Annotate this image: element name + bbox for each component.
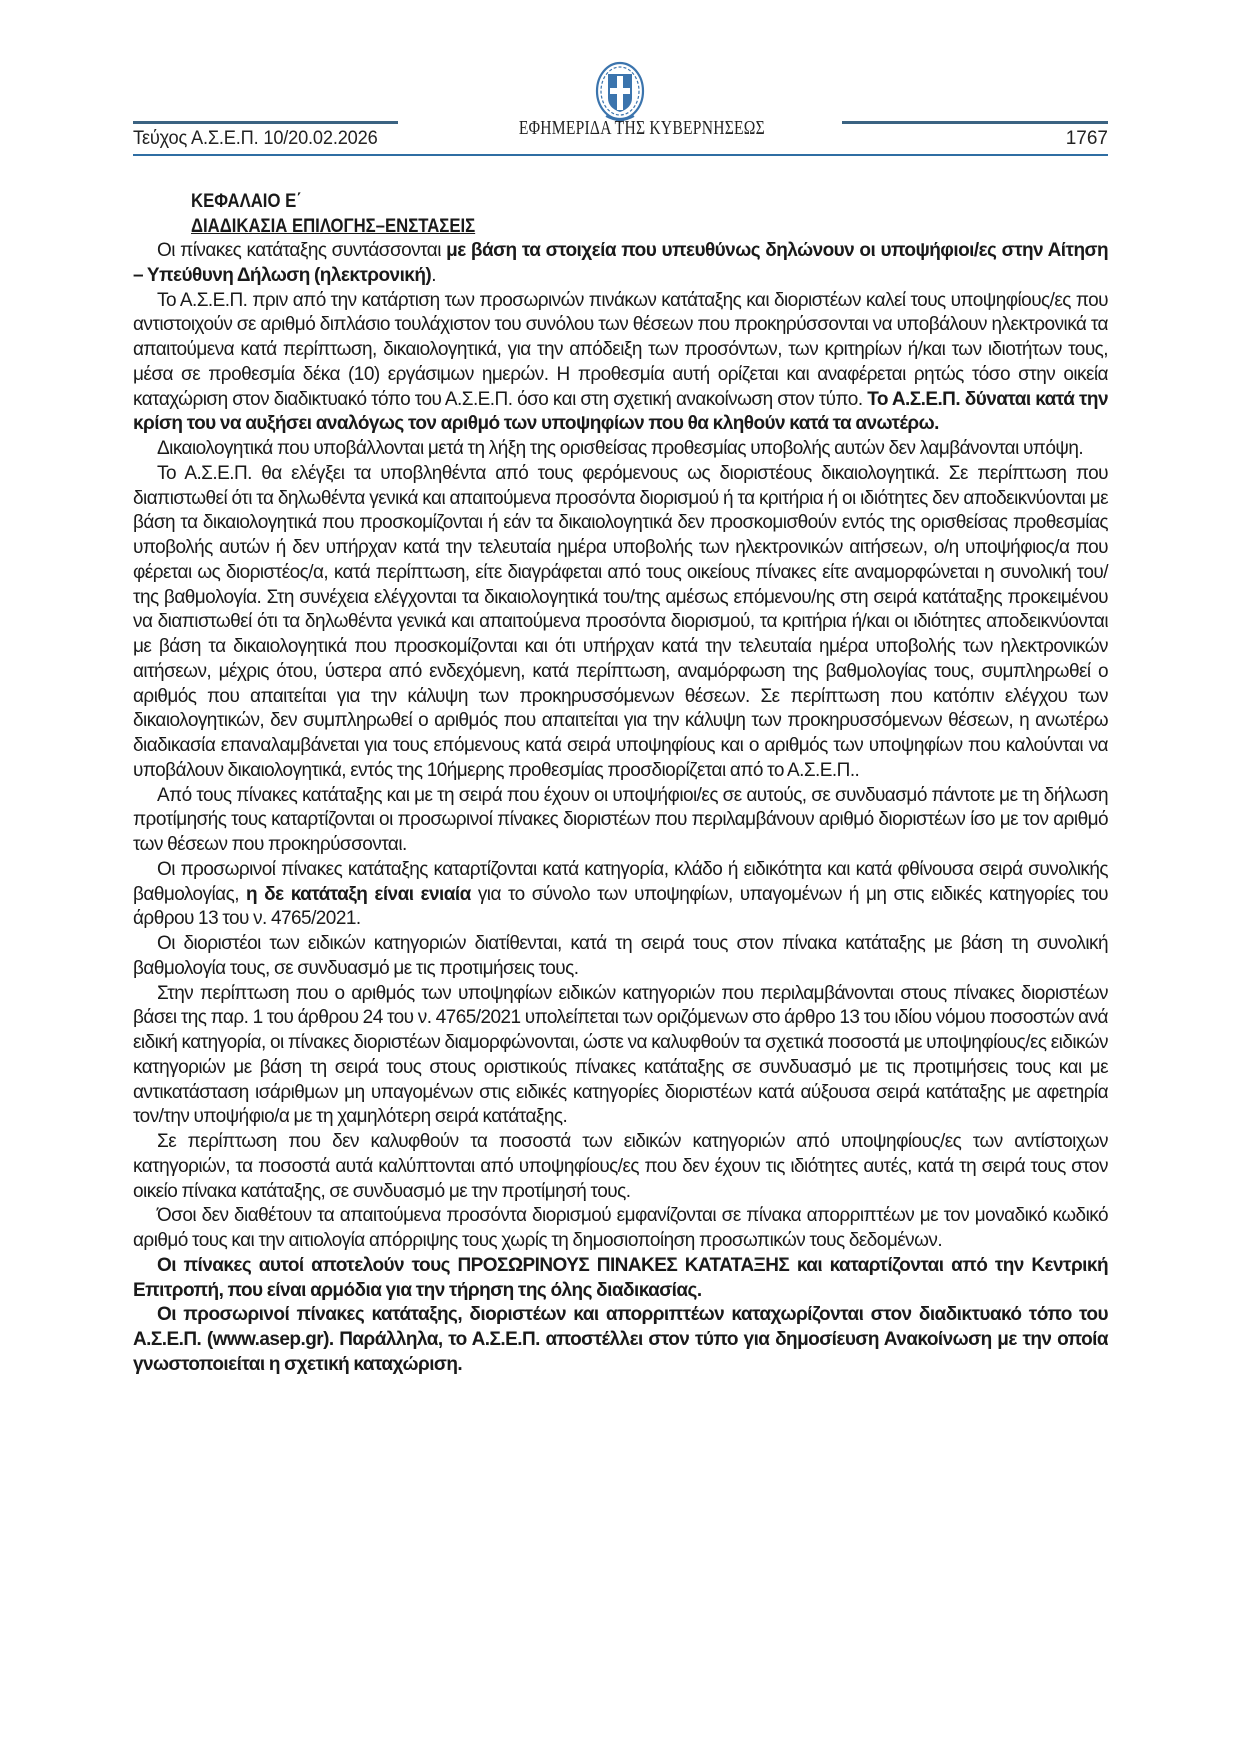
paragraph: [133, 462, 1108, 784]
paragraph-bold-text: Οι πίνακες αυτοί αποτελούν τους ΠΡΟΣΩΡΙΝΟΥΣ ΠΙΝΑΚΕΣ ΚΑΤΑΤΑΞΗΣ και καταρτίζονται από την Κεντρική Επιτροπή, που είναι αρμόδια για την τήρηση της όλης διαδικασίας.: [133, 1254, 1108, 1301]
paragraph-text: Το Α.Σ.Ε.Π. θα ελέγξει τα υποβληθέντα από τους φερόμενους ως διοριστέους δικαιολογητικά. Σε περίπτωση που διαπιστωθεί ότι τα δηλωθέντα γενικά και απαιτούμενα προσόντα διορισμού ή τα κριτήρια ή οι ιδιότητες δεν αποδεικνύονται με βάση τα δικαιολογητικά που προσκομίζονται ή εάν τα δικαιολογητικά δεν προσκομισθούν εντός της ορισθείσας προθεσμίας υποβολής αυτών ή δεν υπήρχαν κατά την τελευταία ημέρα υποβολής των ηλεκτρονικών αιτήσεων, ο/η υποψήφιος/α που φέρεται ως διοριστέος/α, κατά περίπτωση, είτε διαγράφεται από τους οικείους πίνακες είτε αναμορφώνεται η συνολική του/της βαθμολογία. Στη συνέχεια ελέγχονται τα δικαιολογητικά του/της αμέσως επόμενου/ης στη σειρά κατάταξης προκειμένου να διαπιστωθεί ότι τα δηλωθέντα γενικά και απαιτούμενα προσόντα διορισμού, τα κριτήρια ή/και οι ιδιότητες αποδεικνύονται με βάση τα δικαιολογητικά που προσκομίζονται και ότι υπήρχαν κατά την τελευταία ημέρα υποβολής των ηλεκτρονικών αιτήσεων, μέχρις ότου, ύστερα από ενδεχόμενη, κατά περίπτωση, αναμόρφωση της βαθμολογίας τους, συμπληρωθεί ο αριθμός που απαιτείται για την κάλυψη των προκηρυσσόμενων θέσεων. Σε περίπτωση που κατόπιν ελέγχου των δικαιολογητικών, δεν συμπληρωθεί ο αριθμός που απαιτείται για την κάλυψη των προκηρυσσόμενων θέσεων, η ανωτέρω διαδικασία επαναλαμβάνεται για τους επόμενους κατά σειρά υποψηφίους και ο αριθμός των υποψηφίων που καλούνται να υποβάλουν δικαιολογητικά, εντός της 10ήμερης προθεσμίας προσδιορίζεται από το Α.Σ.Ε.Π..: [133, 462, 1108, 781]
paragraph-bold-text: με βάση τα στοιχεία που υπευθύνως δηλώνουν οι υποψήφιοι/ες στην Αίτηση – Υπεύθυνη Δήλωση (ηλεκτρονική): [133, 240, 1108, 286]
paragraph-text: Οι προσωρινοί πίνακες κατάταξης καταρτίζονται κατά κατηγορία, κλάδο ή ειδικότητα και κατά φθίνουσα σειρά συνολικής βαθμολογίας,: [133, 858, 1108, 905]
document-body: [133, 189, 1108, 1378]
paragraph-bold-text: Το Α.Σ.Ε.Π. δύναται κατά την κρίση του να αυξήσει αναλόγως τον αριθμό των υποψηφίων που θα κληθούν κατά τα ανωτέρω.: [133, 388, 1108, 435]
paragraph: [133, 858, 1108, 932]
chapter-title: ΔΙΑΔΙΚΑΣΙΑ ΕΠΙΛΟΓΗΣ–ΕΝΣΤΑΣΕΙΣ: [191, 216, 476, 237]
issue-label: Τεύχος Α.Σ.Ε.Π. 10/20.02.2026: [133, 128, 378, 149]
paragraph-text: Δικαιολογητικά που υποβάλλονται μετά τη λήξη της ορισθείσας προθεσμίας υποβολής αυτών δεν λαμβάνονται υπόψη.: [157, 438, 1084, 459]
paragraph: [133, 1303, 1108, 1377]
paragraph-bold-text: η δε κατάταξη είναι ενιαία: [246, 883, 471, 905]
paragraph: [133, 1130, 1108, 1204]
paragraph-text: Οι πίνακες κατάταξης συντάσσονται: [157, 240, 447, 261]
paragraph: [133, 982, 1108, 1131]
paragraph-text: Στην περίπτωση που ο αριθμός των υποψηφίων ειδικών κατηγοριών που περιλαμβάνονται στους πίνακες διοριστέων βάσει της παρ. 1 του άρθρου 24 του ν. 4765/2021 υπολείπεται των οριζόμενων στο άρθρο 13 του ιδίου νόμου ποσοστών ανά ειδική κατηγορία, οι πίνακες διοριστέων διαμορφώνονται, ώστε να καλυφθούν τα σχετικά ποσοστά με υποψηφίους/ες ειδικών κατηγοριών με βάση τη σειρά τους στους οριστικούς πίνακες κατάταξης σε συνδυασμό με τις προτιμήσεις τους και με αντικατάσταση ισάριθμων μη υπαγομένων στις ειδικές κατηγορίες διοριστέων κατά αύξουσα σειρά κατάταξης με αφετηρία τον/την υποψήφιο/α με τη χαμηλότερη σειρά κατάταξης.: [133, 982, 1108, 1128]
paragraph: [133, 1204, 1108, 1254]
paragraph-text: Οι διοριστέοι των ειδικών κατηγοριών διατίθενται, κατά τη σειρά τους στον πίνακα κατάταξης με βάση τη συνολική βαθμολογία τους, σε συνδυασμό με τις προτιμήσεις τους.: [133, 933, 1108, 979]
paragraph: [133, 239, 1108, 289]
header-rule-left: [133, 121, 398, 124]
paragraph-text: για το σύνολο των υποψηφίων, υπαγομένων ή μη στις ειδικές κατηγορίες του άρθρου 13 του ν. 4765/2021.: [133, 883, 1109, 930]
paragraph: [133, 437, 1108, 462]
paragraph: [133, 289, 1108, 438]
paragraph-text: Το Α.Σ.Ε.Π. πριν από την κατάρτιση των προσωρινών πινάκων κατάταξης και διοριστέων καλεί τους υποψηφίους/ες που αντιστοιχούν σε αριθμό διπλάσιο τουλάχιστον του συνόλου των θέσεων που προκηρύσσονται να υποβάλουν ηλεκτρονικά τα απαιτούμενα κατά περίπτωση, δικαιολογητικά, για την απόδειξη των προσόντων, των κριτηρίων ή/και των ιδιοτήτων τους, μέσα σε προθεσμία δέκα (10) εργάσιμων ημερών. Η προθεσμία αυτή ορίζεται και αναφέρεται ρητώς τόσο στην οικεία καταχώριση στον διαδικτυακό τόπο του Α.Σ.Ε.Π. όσο και στη σχετική ανακοίνωση στον τύπο.: [133, 289, 1108, 410]
paragraph: [133, 932, 1108, 982]
header-rule-bottom: [133, 154, 1108, 156]
gazette-header: [0, 0, 1241, 170]
paragraph: [133, 1254, 1108, 1304]
header-rule-right: [842, 121, 1108, 124]
page-number: 1767: [1065, 128, 1108, 149]
paragraph-text: .: [431, 264, 436, 286]
gazette-title: ΕΦΗΜΕΡΙΔΑ ΤΗΣ ΚΥΒΕΡΝΗΣΕΩΣ: [518, 117, 765, 139]
paragraph-bold-text: Οι προσωρινοί πίνακες κατάταξης, διοριστέων και απορριπτέων καταχωρίζονται στον διαδικτυακό τόπο του Α.Σ.Ε.Π. (www.asep.gr). Παράλληλα, το Α.Σ.Ε.Π. αποστέλλει στον τύπο για δημοσίευση Ανακοίνωση με την οποία γνωστοποιείται η σχετική καταχώριση.: [133, 1304, 1108, 1375]
paragraph: [133, 784, 1108, 858]
chapter-number: ΚΕΦΑΛΑΙΟ Ε΄: [191, 191, 302, 212]
paragraph-text: Όσοι δεν διαθέτουν τα απαιτούμενα προσόντα διορισμού εμφανίζονται σε πίνακα απορριπτέων με τον μοναδικό κωδικό αριθμό τους και την αιτιολογία απόρριψης τους χωρίς τη δημοσιοποίηση προσωπικών τους δεδομένων.: [133, 1205, 1108, 1251]
paragraph-text: Σε περίπτωση που δεν καλυφθούν τα ποσοστά των ειδικών κατηγοριών από υποψηφίους/ες των αντίστοιχων κατηγοριών, τα ποσοστά αυτά καλύπτονται από υποψηφίους/ες που δεν έχουν τις ιδιότητες αυτές, κατά τη σειρά τους στον οικείο πίνακα κατάταξης, σε συνδυασμό με την προτίμησή τους.: [133, 1131, 1108, 1202]
paragraph-text: Από τους πίνακες κατάταξης και με τη σειρά που έχουν οι υποψήφιοι/ες σε αυτούς, σε συνδυασμό πάντοτε με τη δήλωση προτίμησής τους καταρτίζονται οι προσωρινοί πίνακες διοριστέων που περιλαμβάνουν αριθμό διοριστέων ίσο με τον αριθμό των θέσεων που προκηρύσσονται.: [133, 784, 1108, 855]
